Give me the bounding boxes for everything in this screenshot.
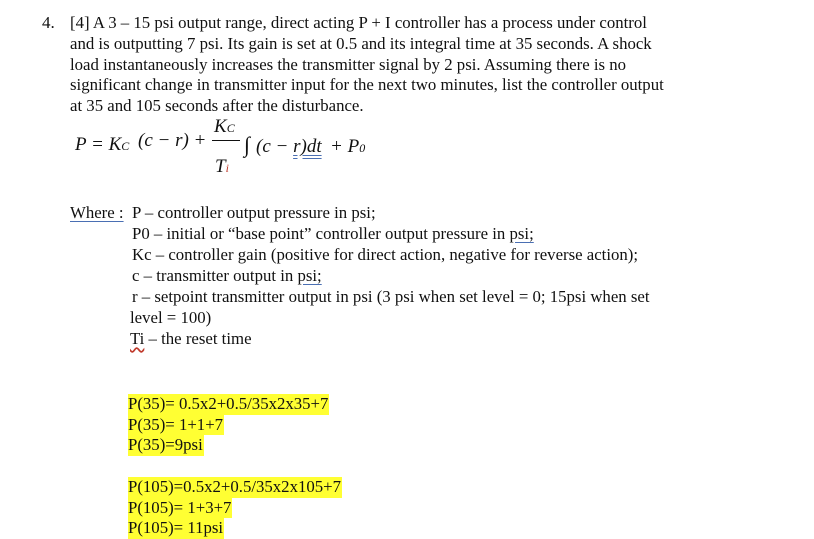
where-row: P – controller output pressure in psi; [132, 203, 376, 222]
answer-block-35 [128, 394, 329, 456]
eq-p0: + P0 [330, 136, 366, 157]
where-row: Kc – controller gain (positive for direct action, negative for reverse action); [132, 245, 639, 264]
question-line: [4] A 3 – 15 psi output range, direct acting P + I controller has a process under control [70, 13, 647, 32]
eq-frac-num: KC [214, 116, 235, 137]
where-row: level = 100) [130, 308, 212, 327]
question-number: 4. [42, 13, 55, 32]
integral-sign: ∫ [244, 132, 251, 157]
eq-lhs: P = KC [75, 134, 130, 155]
answer-block-105 [128, 477, 342, 539]
where-row: r – setpoint transmitter output in psi (3 psi when set level = 0; 15psi when set [132, 287, 650, 306]
question-line: and is outputting 7 psi. Its gain is set at 0.5 and its integral time at 35 seconds. A shock [70, 33, 652, 53]
eq-integrand: (c − r)dt [256, 136, 322, 157]
where-label: Where : [70, 203, 124, 222]
where-row: P0 – initial or “base point” controller output pressure in psi; [132, 224, 534, 243]
answer-line: P(105)=0.5x2+0.5/35x2x105+7 [128, 477, 341, 496]
pi-equation [0, 0, 400, 200]
where-row: Ti – the reset time [130, 329, 252, 348]
eq-frac-den: Ti [215, 156, 229, 177]
question-line: load instantaneously increases the transmitter signal by 2 psi. Assuming there is no [70, 54, 627, 74]
answer-line: P(35)= 1+1+7 [128, 414, 224, 434]
question-line: significant change in transmitter input for the next two minutes, list the controller output [70, 75, 664, 95]
question-line: at 35 and 105 seconds after the disturbance. [70, 96, 364, 116]
answer-line: P(105)= 11psi [128, 518, 224, 537]
answer-line: P(105)= 1+3+7 [128, 497, 232, 517]
fraction-bar [212, 140, 240, 141]
where-row: c – transmitter output in psi; [132, 266, 322, 285]
answer-line: P(35)= 0.5x2+0.5/35x2x35+7 [128, 394, 329, 413]
ti-symbol: Ti [130, 329, 145, 348]
eq-term1: (c − r) + [138, 130, 207, 151]
answer-line: P(35)=9psi [128, 435, 203, 454]
